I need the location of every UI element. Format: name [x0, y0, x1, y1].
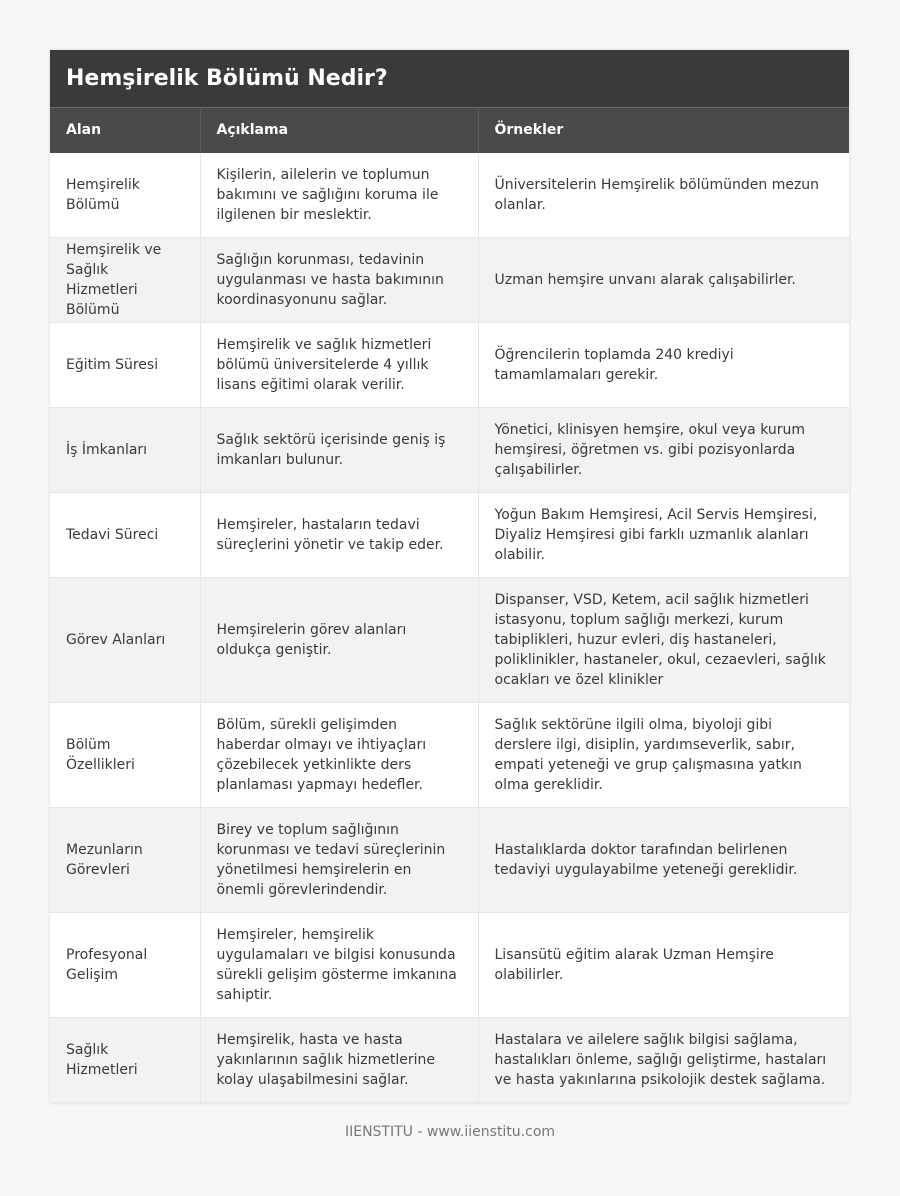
cell-aciklama: Hemşireler, hemşirelik uygulamaları ve bilgisi konusunda sürekli gelişim gösterme imkanına sahiptir.: [200, 913, 478, 1018]
table-row: [50, 808, 849, 913]
cell-aciklama: Kişilerin, ailelerin ve toplumun bakımını ve sağlığını koruma ile ilgilenen bir meslektir.: [200, 153, 478, 238]
info-table: [50, 107, 849, 1103]
cell-alan: Hemşirelik Bölümü: [50, 153, 200, 238]
cell-aciklama: Sağlığın korunması, tedavinin uygulanması ve hasta bakımının koordinasyonunu sağlar.: [200, 238, 478, 323]
cell-alan: Profesyonal Gelişim: [50, 913, 200, 1018]
cell-aciklama: Hemşirelik ve sağlık hizmetleri bölümü üniversitelerde 4 yıllık lisans eğitimi olarak verilir.: [200, 323, 478, 408]
table-title: Hemşirelik Bölümü Nedir?: [50, 50, 849, 107]
column-header-alan: Alan: [50, 108, 200, 153]
cell-ornekler: Yoğun Bakım Hemşiresi, Acil Servis Hemşiresi, Diyaliz Hemşiresi gibi farklı uzmanlık alanları olabilir.: [478, 493, 849, 578]
cell-ornekler: Öğrencilerin toplamda 240 krediyi tamamlamaları gerekir.: [478, 323, 849, 408]
info-table-card: [50, 50, 849, 1103]
column-header-aciklama: Açıklama: [200, 108, 478, 153]
cell-alan: Görev Alanları: [50, 578, 200, 703]
cell-aciklama: Hemşirelerin görev alanları oldukça geniştir.: [200, 578, 478, 703]
table-row: [50, 703, 849, 808]
table-row: [50, 493, 849, 578]
cell-ornekler: Üniversitelerin Hemşirelik bölümünden mezun olanlar.: [478, 153, 849, 238]
cell-aciklama: Birey ve toplum sağlığının korunması ve tedavi süreçlerinin yönetilmesi hemşirelerin en önemli görevlerindendir.: [200, 808, 478, 913]
table-header-row: [50, 108, 849, 153]
cell-alan: Mezunların Görevleri: [50, 808, 200, 913]
cell-ornekler: Uzman hemşire unvanı alarak çalışabilirler.: [478, 238, 849, 323]
cell-ornekler: Sağlık sektörüne ilgili olma, biyoloji gibi derslere ilgi, disiplin, yardımseverlik, sabır, empati yeteneği ve grup çalışmasına yatkın olma gereklidir.: [478, 703, 849, 808]
cell-alan: Hemşirelik ve Sağlık Hizmetleri Bölümü: [50, 238, 200, 323]
footer-credit: IIENSTITU - www.iienstitu.com: [344, 1124, 556, 1140]
table-row: [50, 408, 849, 493]
cell-aciklama: Bölüm, sürekli gelişimden haberdar olmayı ve ihtiyaçları çözebilecek yetkinlikte ders planlaması yapmayı hedefler.: [200, 703, 478, 808]
cell-alan: Tedavi Süreci: [50, 493, 200, 578]
table-row: [50, 153, 849, 238]
cell-ornekler: Dispanser, VSD, Ketem, acil sağlık hizmetleri istasyonu, toplum sağlığı merkezi, kurum tabiplikleri, huzur evleri, diş hastaneleri, poliklinikler, hastaneler, okul, cezaevleri, sağlık ocakları ve özel klinikler: [478, 578, 849, 703]
cell-ornekler: Hastalıklarda doktor tarafından belirlenen tedaviyi uygulayabilme yeteneği gereklidir.: [478, 808, 849, 913]
cell-aciklama: Hemşireler, hastaların tedavi süreçlerini yönetir ve takip eder.: [200, 493, 478, 578]
table-row: [50, 1018, 849, 1103]
column-header-ornekler: Örnekler: [478, 108, 849, 153]
table-row: [50, 578, 849, 703]
table-row: [50, 913, 849, 1018]
table-row: [50, 323, 849, 408]
cell-alan: Bölüm Özellikleri: [50, 703, 200, 808]
cell-alan: İş İmkanları: [50, 408, 200, 493]
cell-ornekler: Hastalara ve ailelere sağlık bilgisi sağlama, hastalıkları önleme, sağlığı geliştirme, hastaları ve hasta yakınlarına psikolojik destek sağlama.: [478, 1018, 849, 1103]
cell-aciklama: Sağlık sektörü içerisinde geniş iş imkanları bulunur.: [200, 408, 478, 493]
cell-ornekler: Lisansütü eğitim alarak Uzman Hemşire olabilirler.: [478, 913, 849, 1018]
cell-ornekler: Yönetici, klinisyen hemşire, okul veya kurum hemşiresi, öğretmen vs. gibi pozisyonlarda çalışabilirler.: [478, 408, 849, 493]
cell-alan: Eğitim Süresi: [50, 323, 200, 408]
cell-alan: Sağlık Hizmetleri: [50, 1018, 200, 1103]
cell-aciklama: Hemşirelik, hasta ve hasta yakınlarının sağlık hizmetlerine kolay ulaşabilmesini sağlar.: [200, 1018, 478, 1103]
table-row: [50, 238, 849, 323]
